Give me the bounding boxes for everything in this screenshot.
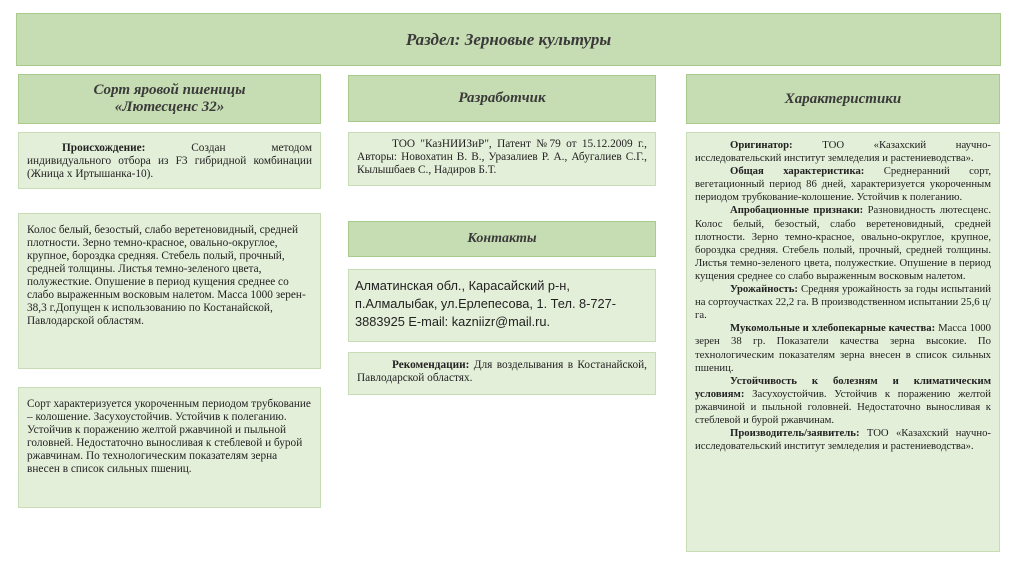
char-originator-label: Оригинатор: [730,139,793,151]
developer-title: Разработчик [458,90,546,106]
contacts-text: Алматинская обл., Карасайский р-н, п.Алмалыбак, ул.Ерлепесова, 1. Тел. 8-727-3883925 E-mail: kazniizr@mail.ru. [355,278,617,329]
contacts-title: Контакты [467,231,537,246]
description-panel-1 [18,213,321,369]
characteristics-title: Характеристики [784,90,902,107]
char-originator-text: ТОО «Казахский научно-исследовательский институт земледелия и растениеводства». [695,139,991,165]
char-baking-text: Масса 1000 зерен 38 гр. Показатели качества зерна высокие. По технологическим показателям зерна внесен в список сильных пшениц. [695,322,991,374]
variety-line1: Сорт яровой пшеницы [93,82,246,98]
variety-name: «Лютесценс 32» [114,99,225,115]
contacts-panel [348,269,656,342]
char-general-label: Общая характеристика: [730,165,865,178]
description-2-text: Сорт характеризуется укороченным периодом трубкование – колошение. Засухоустойчив. Устойчив к полеганию. Устойчив к поражению желтой ржавчиной и пыльной головней. Недостаточно выносливая к стеблевой и бурой ржавчинам. По технологическим показателям зерна внесен в список сильных пшениц. [27,398,311,475]
origin-label: Происхождение: [62,142,146,154]
recommendations-text: Для возделывания в Костанайской, Павлодарской областях. [357,359,647,384]
page-title: Раздел: Зерновые культуры [405,29,612,49]
char-yield-text: Средняя урожайность за годы испытаний на сортоучастках 22,2 га. В производственном испытании 25,6 ц/га. [695,283,991,322]
char-producer-label: Производитель/заявитель: [730,427,860,440]
char-general-text: Среднеранний сорт, вегетационный период 86 дней, характеризуется укороченным периодом трубкование-колошение. Устойчив к полеганию. [695,165,991,204]
recommendations-label: Рекомендации: [392,359,470,371]
char-approbation-text: Разновидность лютесценс. Колос белый, безостый, слабо веретеновидный, средней плотности. Зерно темно-красное, овально-округлое, крупное, бороздка средняя. Стебель полый, прочный, средней толщины. Листья темно-зеленого цвета, полужесткие. Опушение в период кущения среднее со слабо выраженным восковым налетом. [695,204,991,282]
char-approbation-label: Апробационные признаки: [730,204,864,217]
char-item-general [695,165,991,204]
developer-text: ТОО "КазНИИЗиР", Патент №79 от 15.12.2009 г., Авторы: Новохатин В. В., Уразалиев Р. А., Абугалиев С.Г., Кылышбаев С., Надиров Б.Т. [357,138,647,176]
variety-header [18,74,321,124]
origin-text: Создан методом индивидуального отбора из F3 гибридной комбинации (Жница х Иртышанка-10). [27,142,312,180]
char-producer-text: ТОО «Казахский научно-исследовательский институт земледелия и растениеводства». [695,427,991,453]
origin-panel [18,132,321,189]
char-item-producer [695,427,991,453]
description-panel-2 [18,387,321,508]
contacts-header [348,221,656,257]
char-yield-label: Урожайность: [730,283,798,296]
characteristics-panel [686,132,1000,552]
char-item-yield [695,283,991,322]
char-item-originator [695,139,991,165]
title-banner [16,13,1001,66]
developer-panel [348,132,656,186]
developer-header [348,75,656,122]
char-resistance-text: Засухоустойчив. Устойчив к поражению желтой ржавчиной и пыльной головней. Недостаточно выносливая к стеблевой и бурой ржавчинам. [695,387,991,426]
char-baking-label: Мукомольные и хлебопекарные качества: [730,322,936,335]
char-resistance-label: Устойчивость к болезням и климатическим условиям: [695,374,991,400]
char-item-resistance [695,375,991,427]
char-item-baking [695,322,991,374]
char-item-approbation [695,204,991,283]
recommendations-panel [348,352,656,395]
characteristics-header [686,74,1000,124]
description-1-text: Колос белый, безостый, слабо веретеновидный, средней плотности. Зерно темно-красное, овально-округлое, крупное, бороздка средняя. Стебель полый, прочный, средней толщины. Листья темно-зеленого цвета, полужесткие. Опушение в период кущения среднее со слабо выраженным восковым налетом. Масса 1000 зерен- 38,3 г.Допущен к использованию по Костанайской, Павлодарской областям. [27,224,306,327]
